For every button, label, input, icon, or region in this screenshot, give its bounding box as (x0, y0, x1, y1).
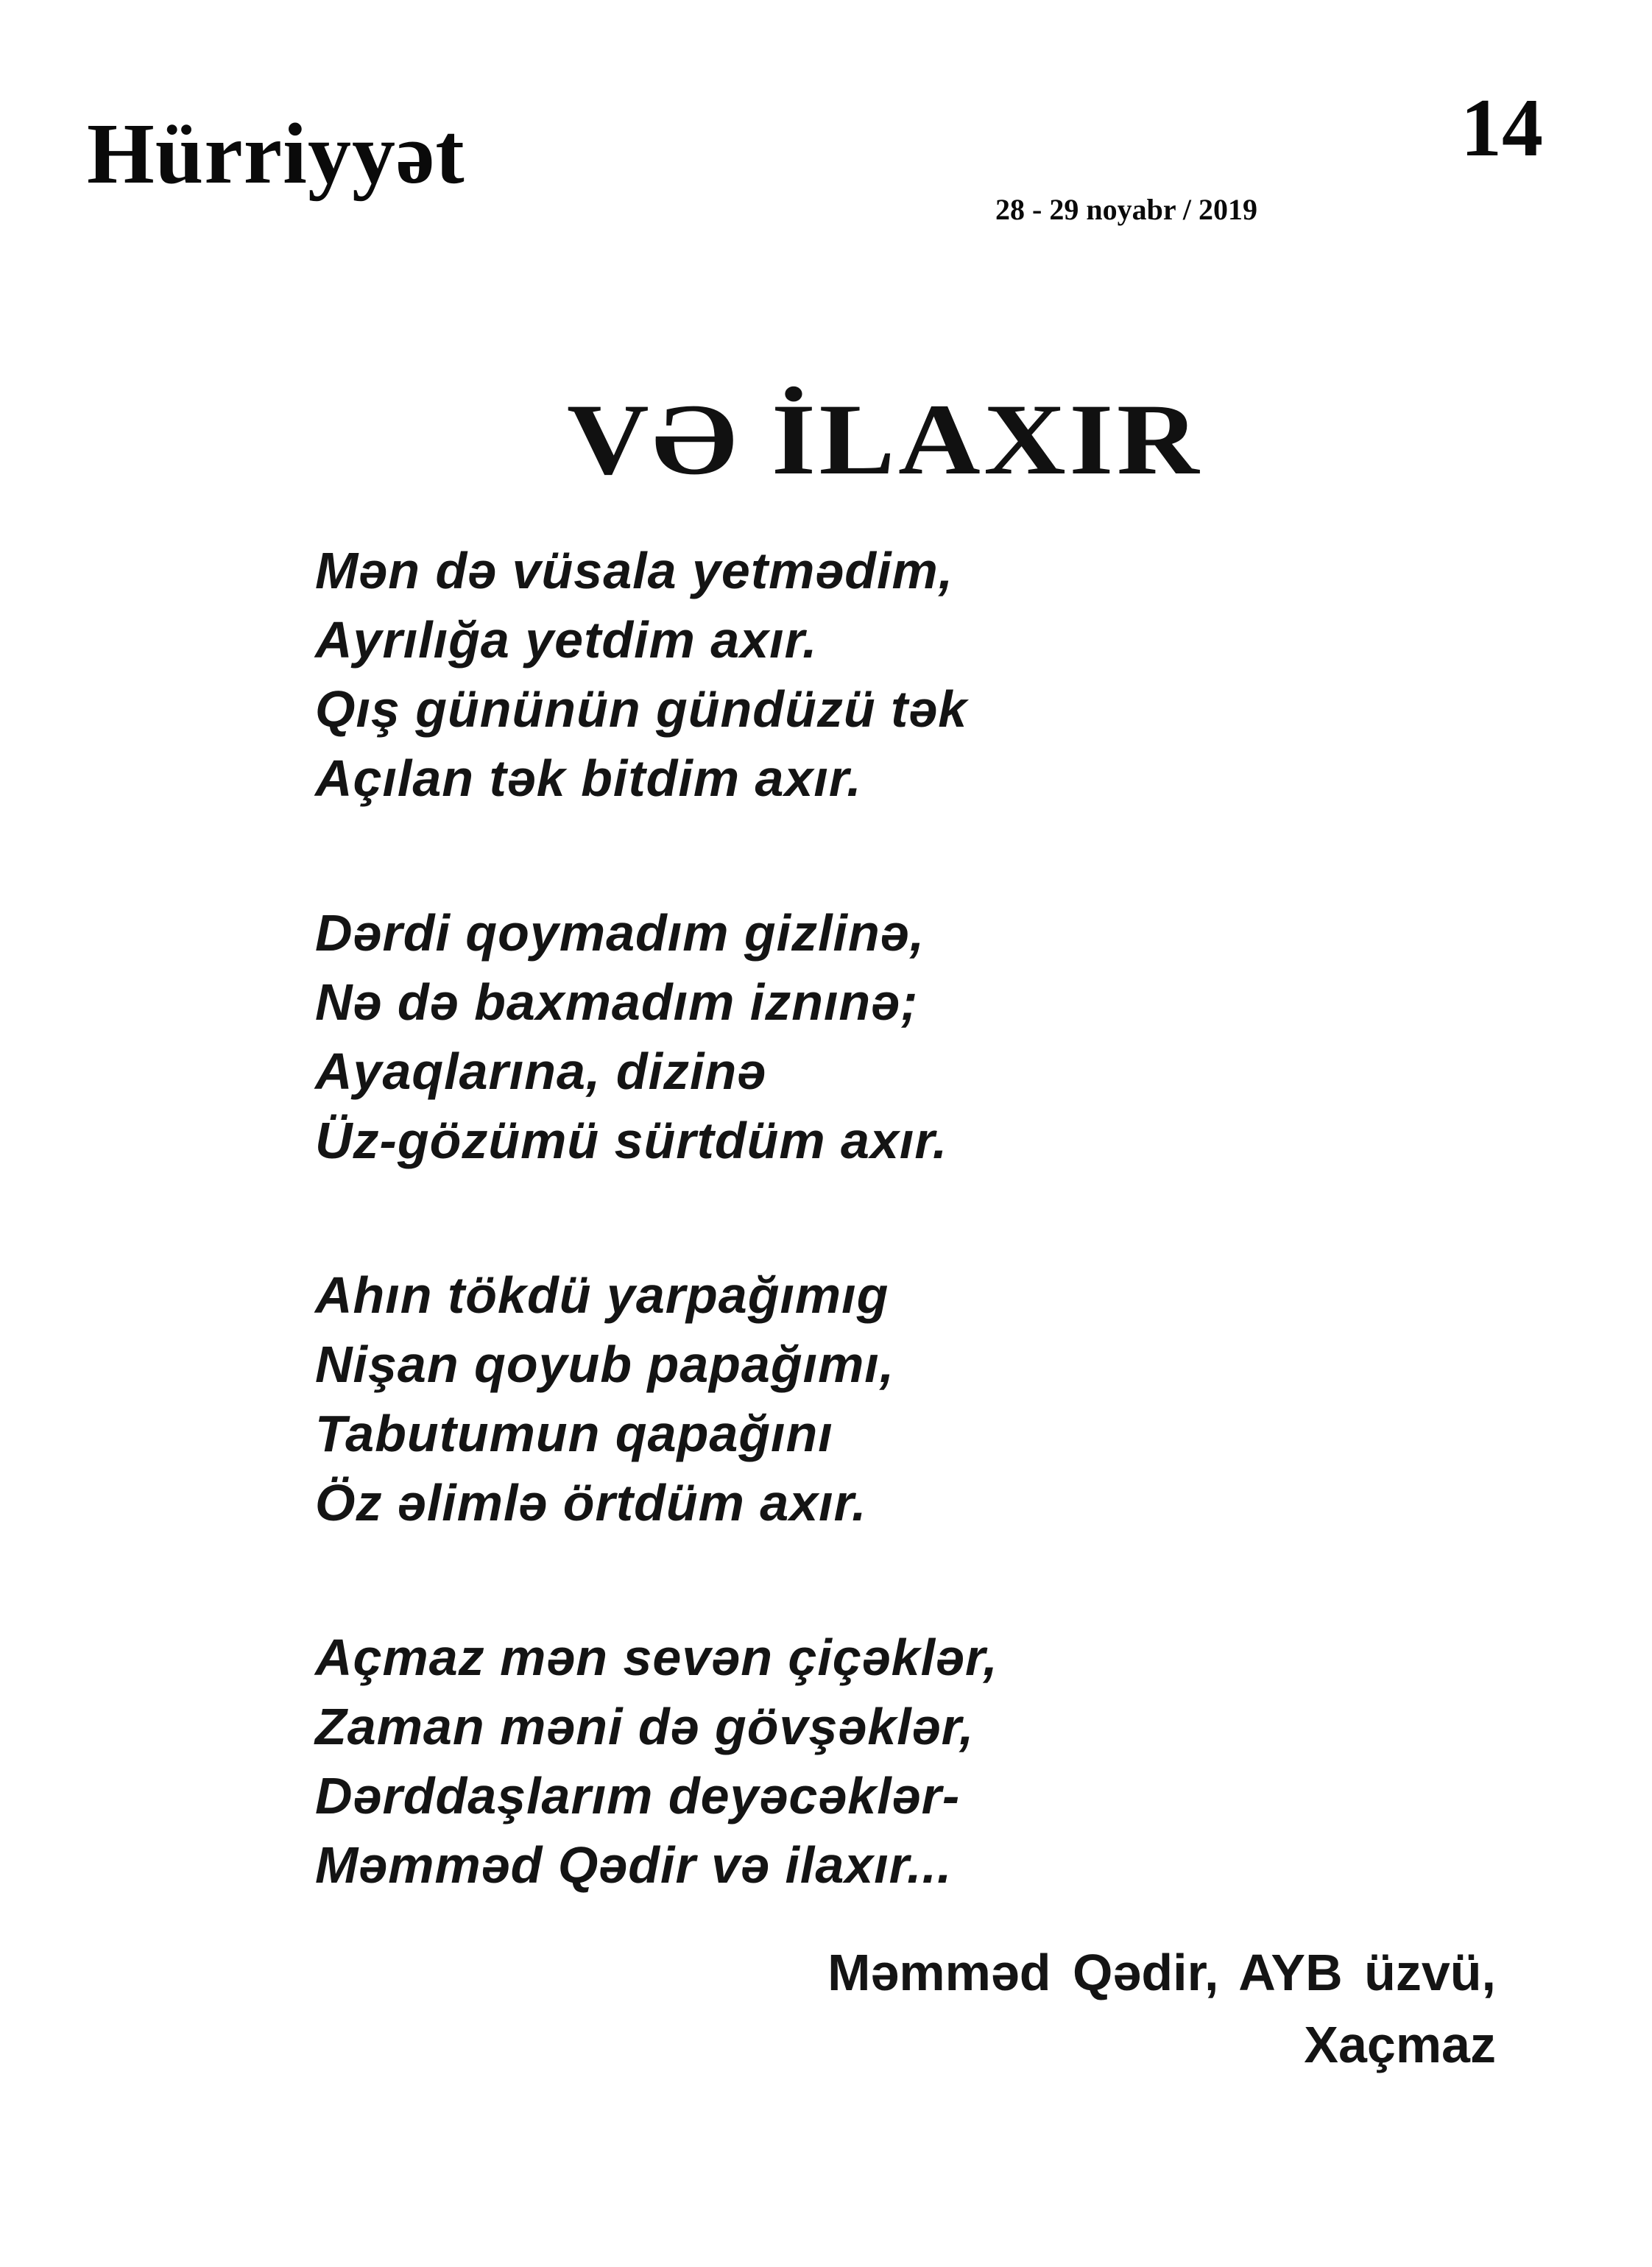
author-name: Məmməd Qədir, AYB üzvü, (827, 1944, 1496, 2001)
verse-line: Qış gününün gündüzü tək (315, 680, 968, 738)
newspaper-masthead: Hürriyyət (87, 105, 465, 202)
verse-line: Öz əlimlə örtdüm axır. (315, 1474, 867, 1531)
verse-line: Məmməd Qədir və ilaxır... (315, 1836, 953, 1894)
stanza-4 (315, 1623, 1272, 1900)
stanza-2 (315, 898, 1272, 1175)
verse-line: Ayrılığa yetdim axır. (315, 611, 818, 669)
issue-date: 28 - 29 noyabr / 2019 (995, 193, 1257, 226)
page-number: 14 (1461, 82, 1543, 174)
verse-line: Nə də baxmadım iznınə; (315, 973, 919, 1031)
verse-line: Tabutumun qapağını (315, 1405, 833, 1462)
verse-line: Üz-gözümü sürtdüm axır. (315, 1112, 948, 1169)
poem-body (315, 536, 1272, 1900)
verse-line: Açılan tək bitdim axır. (315, 750, 862, 807)
verse-line: Açmaz mən sevən çiçəklər, (315, 1629, 998, 1686)
verse-line: Ayaqlarına, dizinə (315, 1043, 767, 1100)
author-signature (827, 1936, 1496, 2081)
verse-line: Zaman məni də gövşəklər, (315, 1698, 975, 1755)
stanza-3 (315, 1261, 1272, 1537)
verse-line: Dərddaşlarım deyəcəklər- (315, 1767, 961, 1824)
author-location: Xaçmaz (1304, 2016, 1496, 2073)
verse-line: Nişan qoyub papağımı, (315, 1336, 895, 1393)
poem-title: VƏ İLAXIR (567, 383, 1203, 496)
verse-line: Mən də vüsala yetmədim, (315, 542, 954, 599)
verse-line: Dərdi qoymadım gizlinə, (315, 904, 925, 962)
verse-line: Ahın tökdü yarpağımıg (315, 1266, 889, 1324)
stanza-1 (315, 536, 1272, 813)
